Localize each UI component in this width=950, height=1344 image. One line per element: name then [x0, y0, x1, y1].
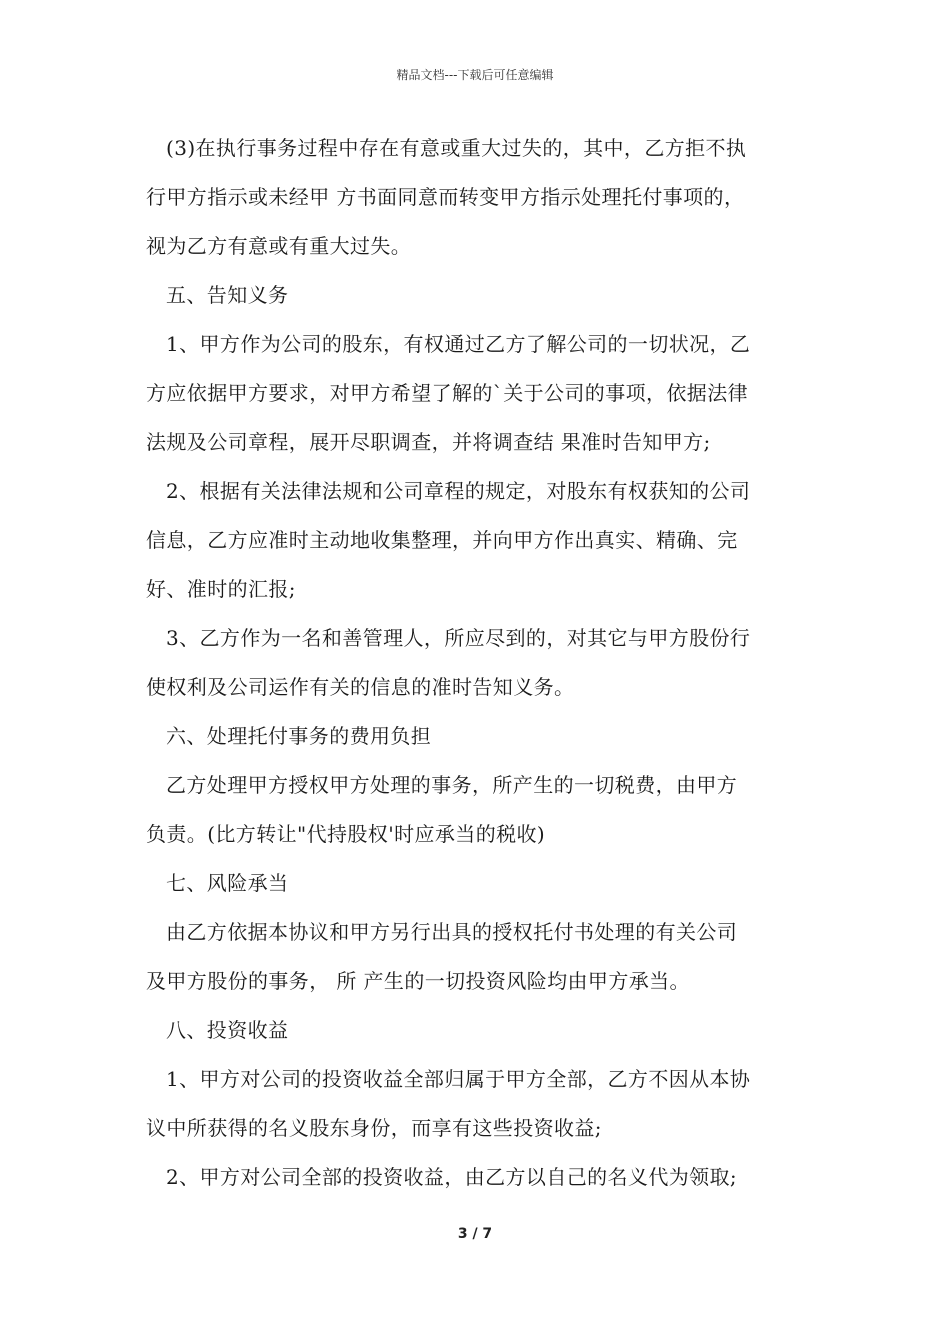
- text-line: (3)在执行事务过程中存在有意或重大过失的，其中，乙方拒不执: [166, 136, 747, 160]
- text-line: 2、甲方对公司全部的投资收益，由乙方以自己的名义代为领取;: [166, 1165, 738, 1189]
- text-line: 七、风险承当: [166, 871, 289, 895]
- text-line: 视为乙方有意或有重大过失。: [146, 234, 412, 258]
- text-line: 信息，乙方应准时主动地收集整理，并向甲方作出真实、精确、完: [146, 528, 738, 552]
- text-line: 六、处理托付事务的费用负担: [166, 724, 432, 748]
- page-number: 3 / 7: [457, 1226, 493, 1242]
- text-line: 3、乙方作为一名和善管理人，所应尽到的，对其它与甲方股份行: [166, 626, 751, 650]
- text-line: 议中所获得的名义股东身份，而享有这些投资收益;: [146, 1116, 602, 1140]
- text-line: 使权利及公司运作有关的信息的准时告知义务。: [146, 675, 575, 699]
- text-line: 好、准时的汇报;: [146, 577, 296, 601]
- text-line: 方应依据甲方要求，对甲方希望了解的`关于公司的事项，依据法律: [146, 381, 748, 405]
- text-line: 八、投资收益: [166, 1018, 289, 1042]
- text-line: 行甲方指示或未经甲 方书面同意而转变甲方指示处理托付事项的，: [146, 185, 745, 209]
- document-body: [146, 124, 810, 1202]
- text-line: 五、告知义务: [166, 283, 289, 307]
- text-line: 1、甲方对公司的投资收益全部归属于甲方全部，乙方不因从本协: [166, 1067, 751, 1091]
- text-line: 由乙方依据本协议和甲方另行出具的授权托付书处理的有关公司: [166, 920, 738, 944]
- text-line: 法规及公司章程，展开尽职调查，并将调查结 果准时告知甲方;: [146, 430, 711, 454]
- text-line: 乙方处理甲方授权甲方处理的事务，所产生的一切税费，由甲方: [166, 773, 738, 797]
- text-line: 2、根据有关法律法规和公司章程的规定，对股东有权获知的公司: [166, 479, 751, 503]
- page-header: 精品文档---下载后可任意编辑: [396, 68, 554, 82]
- text-line: 及甲方股份的事务， 所 产生的一切投资风险均由甲方承当。: [146, 969, 690, 993]
- text-line: 1、甲方作为公司的股东，有权通过乙方了解公司的一切状况，乙: [166, 332, 751, 356]
- text-line: 负责。(比方转让"代持股权'时应承当的税收): [146, 822, 546, 846]
